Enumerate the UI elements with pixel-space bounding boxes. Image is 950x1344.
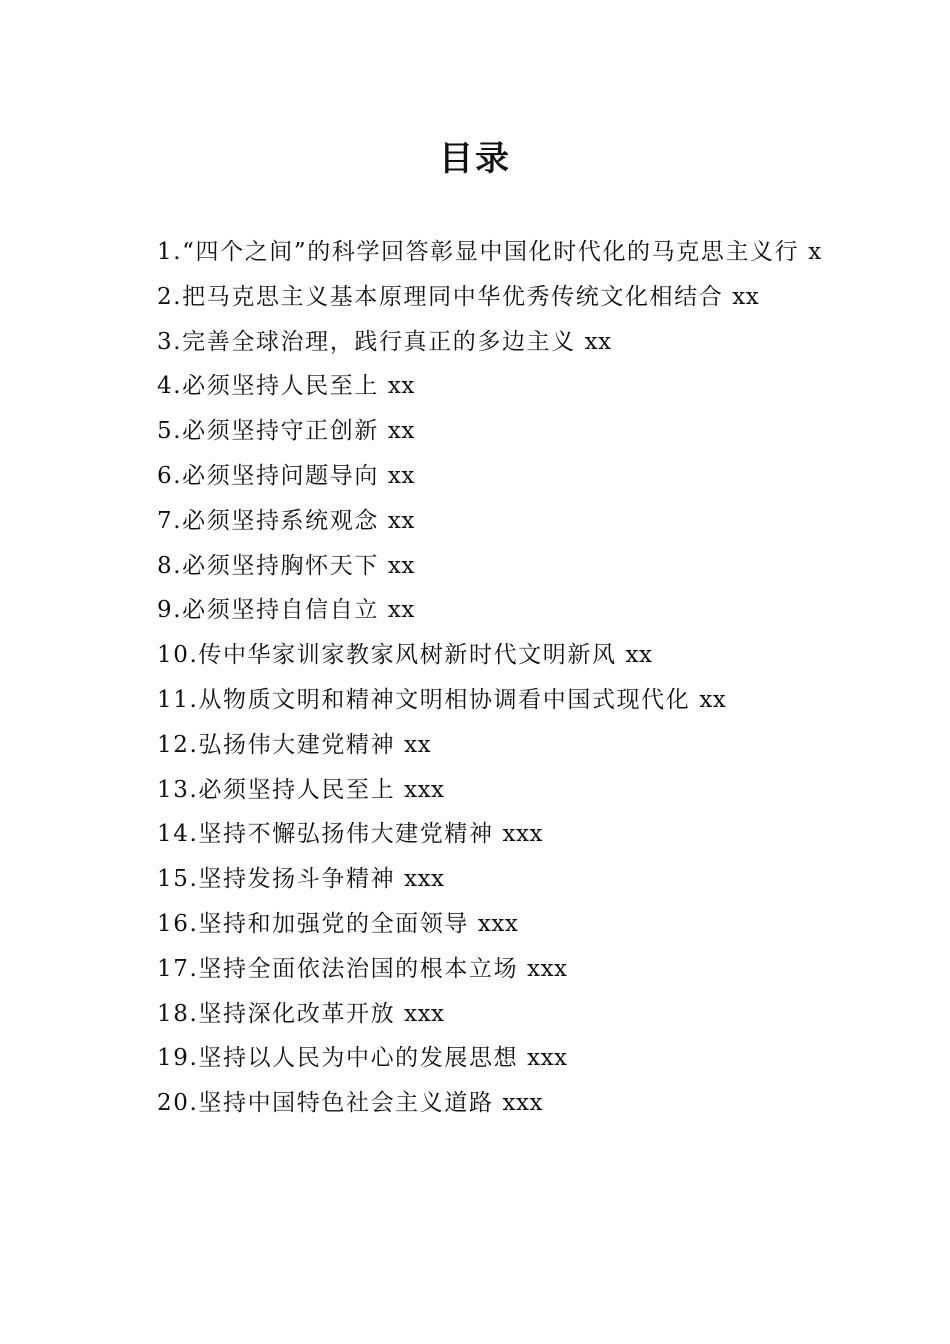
page-title: 目录 xyxy=(439,139,511,179)
toc-entry-9 xyxy=(120,588,830,633)
toc-page-ref: xxx xyxy=(527,955,568,982)
toc-entry-8 xyxy=(120,544,830,589)
toc-page-ref: xx xyxy=(387,552,415,579)
toc-entry-4 xyxy=(120,364,830,409)
toc-page-ref: xx xyxy=(387,373,415,400)
toc-page-ref: xxx xyxy=(404,776,445,803)
toc-page-ref: xx xyxy=(732,283,760,310)
toc-entry-text: 15.坚持发扬斗争精神 xyxy=(157,866,396,893)
toc-entry-13 xyxy=(120,768,830,813)
toc-page-ref: xx xyxy=(387,507,415,534)
toc-page-ref: xx xyxy=(387,418,415,445)
toc-page-ref: xxx xyxy=(527,1045,568,1072)
toc-entry-text: 10.传中华家训家教家风树新时代文明新风 xyxy=(157,642,617,669)
toc-entry-text: 17.坚持全面依法治国的根本立场 xyxy=(157,955,519,982)
toc-page-ref: xxx xyxy=(477,910,519,937)
toc-entry-text: 16.坚持和加强党的全面领导 xyxy=(157,910,469,937)
toc-entry-text: 7.必须坚持系统观念 xyxy=(157,507,379,534)
toc-entry-text: 20.坚持中国特色社会主义道路 xyxy=(157,1090,494,1117)
toc-entry-6 xyxy=(120,454,830,499)
toc-entry-10 xyxy=(120,633,830,678)
toc-entry-11 xyxy=(120,678,830,723)
toc-page-ref: xx xyxy=(699,686,727,713)
toc-entry-16 xyxy=(120,902,830,947)
toc-entry-text: 12.弘扬伟大建党精神 xyxy=(157,731,396,758)
toc-page-ref: xx xyxy=(404,731,432,758)
toc-entry-15 xyxy=(120,857,830,902)
toc-entry-1 xyxy=(120,230,830,275)
toc-entry-19 xyxy=(120,1036,830,1081)
toc-page-ref: xxx xyxy=(502,821,543,848)
toc-page-ref: xxx xyxy=(404,866,445,893)
toc-entry-text: 11.从物质文明和精神文明相协调看中国式现代化 xyxy=(157,686,691,713)
toc-page-ref: xx xyxy=(584,328,612,355)
toc-entry-text: 5.必须坚持守正创新 xyxy=(157,418,379,445)
toc-entry-17 xyxy=(120,947,830,992)
toc-page-ref: xxx xyxy=(502,1090,543,1117)
toc-entry-20 xyxy=(120,1081,830,1126)
toc-page-ref: xx xyxy=(625,642,653,669)
toc-entry-7 xyxy=(120,499,830,544)
toc-page-ref: x xyxy=(808,239,822,265)
toc-page-ref: xxx xyxy=(404,1000,445,1027)
toc-entry-5 xyxy=(120,409,830,454)
table-of-contents xyxy=(120,230,830,1126)
toc-entry-text: 2.把马克思主义基本原理同中华优秀传统文化相结合 xyxy=(157,283,724,310)
toc-entry-text: 14.坚持不懈弘扬伟大建党精神 xyxy=(157,821,494,848)
toc-entry-text: 19.坚持以人民为中心的发展思想 xyxy=(157,1045,519,1072)
toc-entry-text: 18.坚持深化改革开放 xyxy=(157,1000,396,1027)
toc-page-ref: xx xyxy=(387,462,415,489)
toc-entry-text: 4.必须坚持人民至上 xyxy=(157,373,379,400)
toc-entry-text: 8.必须坚持胸怀天下 xyxy=(157,552,379,579)
toc-entry-text: 13.必须坚持人民至上 xyxy=(157,776,396,803)
toc-entry-text: 9.必须坚持自信自立 xyxy=(157,597,379,624)
toc-entry-text: 3.完善全球治理，践行真正的多边主义 xyxy=(157,328,576,355)
toc-entry-12 xyxy=(120,723,830,768)
toc-entry-2 xyxy=(120,275,830,320)
toc-page-ref: xx xyxy=(387,597,415,624)
toc-entry-3 xyxy=(120,320,830,365)
toc-entry-18 xyxy=(120,992,830,1037)
toc-entry-text: 6.必须坚持问题导向 xyxy=(157,462,379,489)
toc-entry-text: 1.“四个之间”的科学回答彰显中国化时代化的马克思主义行 xyxy=(157,239,800,265)
toc-entry-14 xyxy=(120,812,830,857)
